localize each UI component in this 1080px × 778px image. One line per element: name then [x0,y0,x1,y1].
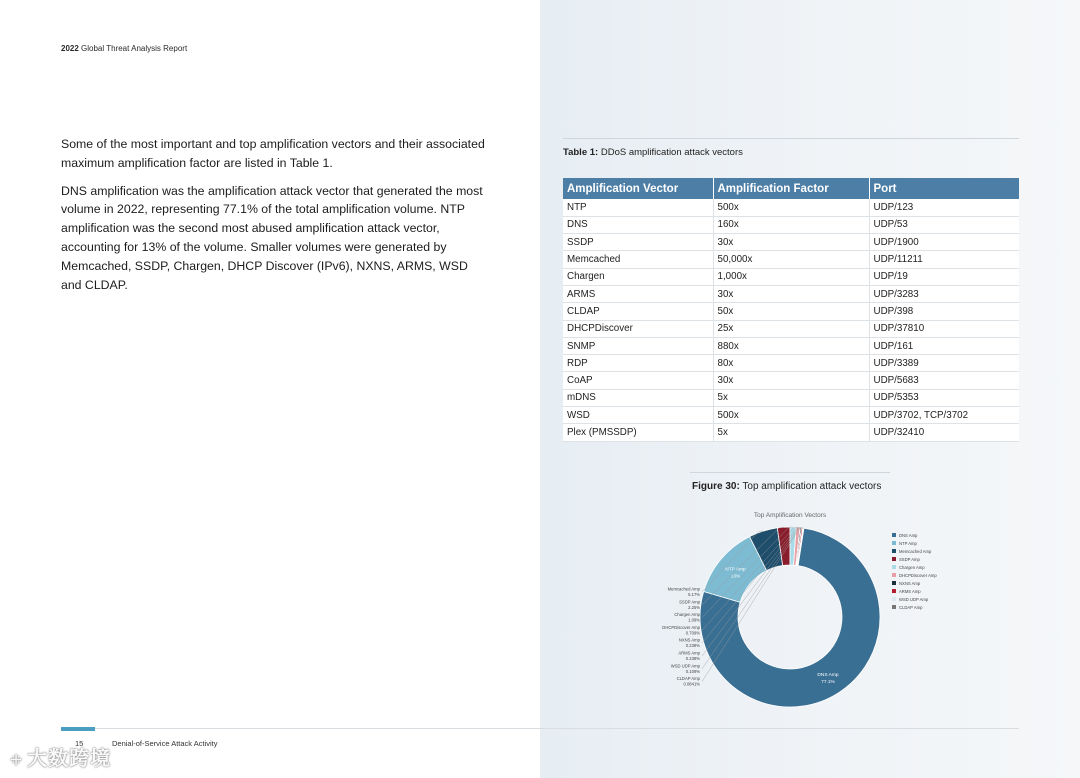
cell-port: UDP/3283 [869,285,1019,302]
slice-name-dns-amp: DNS Amp [817,672,839,678]
cell-vector: WSD [563,407,713,424]
cell-factor: 1,000x [713,268,869,285]
callout-name-chargen-amp: Chargen Amp [674,612,700,618]
donut-chart [640,505,970,710]
page-number: 15 [75,739,84,748]
cell-factor: 30x [713,372,869,389]
legend-label-dhcpdiscover-amp: DHCPDiscover Amp [899,572,937,578]
callout-value-arms-amp: 0.238% [685,656,700,661]
legend-swatch-wsd-udp-amp [892,597,896,601]
cell-port: UDP/5353 [869,389,1019,406]
cell-port: UDP/3389 [869,355,1019,372]
legend-label-chargen-amp: Chargen Amp [899,564,925,570]
cell-factor: 30x [713,285,869,302]
footer-section-name: Denial-of-Service Attack Activity [112,739,218,748]
figure-top-rule [690,472,890,473]
table-row [563,407,1019,424]
table-top-rule [563,138,1019,139]
table-row [563,372,1019,389]
cell-vector: CoAP [563,372,713,389]
cell-vector: Memcached [563,251,713,268]
legend-label-cldap-amp: CLDAP Amp [899,604,923,610]
table-row [563,268,1019,285]
cell-port: UDP/398 [869,303,1019,320]
cell-factor: 80x [713,355,869,372]
legend-label-arms-amp: ARMS Amp [899,588,921,594]
cell-port: UDP/19 [869,268,1019,285]
cell-vector: Plex (PMSSDP) [563,424,713,441]
cell-factor: 30x [713,234,869,251]
cell-port: UDP/37810 [869,320,1019,337]
legend-swatch-chargen-amp [892,565,896,569]
table-row [563,424,1019,441]
table-row [563,216,1019,233]
chart-legend [892,533,937,610]
legend-label-wsd-udp-amp: WSD UDP Amp [899,596,929,602]
callout-name-arms-amp: ARMS Amp [678,650,700,656]
legend-swatch-dns-amp [892,533,896,537]
callout-name-ssdp-amp: SSDP Amp [679,599,700,605]
table-row [563,303,1019,320]
legend-swatch-dhcpdiscover-amp [892,573,896,577]
slice-value-dns-amp: 77.1% [821,679,835,685]
intro-paragraph-2: DNS amplification was the amplification attack vector that generated the most volume in 2022, representing 77.1% of the total amplification volume. NTP amplification was the second most abused amplification attack vector, accounting for 13% of the volume. Smaller volumes were generated by Memcached, SSDP, Chargen, DHCP Discover (IPv6), NXNS, ARMS, WSD and CLDAP. [61,183,483,292]
report-year: 2022 [61,44,79,53]
cell-port: UDP/11211 [869,251,1019,268]
callout-name-memcached-amp: Memcached Amp [667,586,700,592]
amplification-vectors-table [563,178,1019,442]
watermark [10,742,111,771]
legend-label-dns-amp: DNS Amp [899,532,918,538]
table-row [563,251,1019,268]
legend-swatch-memcached-amp [892,549,896,553]
legend-swatch-arms-amp [892,589,896,593]
figure-caption [692,481,881,492]
cell-port: UDP/32410 [869,424,1019,441]
cell-vector: SSDP [563,234,713,251]
table-header-row [563,178,1019,199]
cell-vector: DHCPDiscover [563,320,713,337]
cell-vector: CLDAP [563,303,713,320]
watermark-text: 大数跨境 [27,748,112,770]
callout-value-chargen-amp: 1.09% [688,617,700,623]
callout-value-nxns-amp: 0.238% [685,643,700,649]
chart-title: Top Amplification Vectors [753,512,827,519]
table-row [563,337,1019,354]
cell-port: UDP/123 [869,199,1019,216]
cell-factor: 880x [713,337,869,354]
legend-swatch-ntp-amp [892,541,896,545]
report-title [61,44,187,53]
legend-label-ssdp-amp: SSDP Amp [899,556,920,562]
cell-vector: ARMS [563,285,713,302]
legend-label-memcached-amp: Memcached Amp [899,548,932,554]
callout-value-ssdp-amp: 2.25% [688,604,700,610]
cell-factor: 50,000x [713,251,869,268]
cell-factor: 160x [713,216,869,233]
slice-value-ntp-amp: 13% [730,574,741,580]
report-title-text: Global Threat Analysis Report [81,44,188,53]
slice-name-ntp-amp: NTP Amp [725,567,746,573]
table-row [563,320,1019,337]
cell-vector: DNS [563,216,713,233]
cell-factor: 5x [713,424,869,441]
table-row [563,199,1019,216]
intro-text [61,135,491,303]
figure-caption-text: Top amplification attack vectors [742,481,882,492]
intro-paragraph-1: Some of the most important and top amplification vectors and their associated maximum amplification factor are listed in Table 1. [61,137,485,170]
cell-factor: 25x [713,320,869,337]
callout-name-wsd-udp-amp: WSD UDP Amp [670,663,700,669]
callout-value-wsd-udp-amp: 0.109% [685,668,700,674]
cell-vector: RDP [563,355,713,372]
header-amplification-vector: Amplification Vector [563,178,713,199]
cell-vector: NTP [563,199,713,216]
cell-port: UDP/1900 [869,234,1019,251]
table-row [563,234,1019,251]
cell-port: UDP/53 [869,216,1019,233]
cell-port: UDP/161 [869,337,1019,354]
cell-port: UDP/3702, TCP/3702 [869,407,1019,424]
cell-factor: 500x [713,407,869,424]
legend-label-nxns-amp: NXNS Amp [899,580,921,586]
table-caption-label: Table 1: [563,147,599,158]
callout-value-cldap-amp: 0.0841% [683,681,700,687]
legend-swatch-cldap-amp [892,605,896,609]
cell-factor: 50x [713,303,869,320]
cell-factor: 500x [713,199,869,216]
table-caption [563,147,743,158]
footer-rule [95,728,1019,729]
table-row [563,389,1019,406]
header-port: Port [869,178,1019,199]
legend-swatch-ssdp-amp [892,557,896,561]
cell-vector: Chargen [563,268,713,285]
watermark-logo-icon: ꔰ [10,752,24,768]
figure-caption-label: Figure 30: [692,481,740,492]
cell-port: UDP/5683 [869,372,1019,389]
table-row [563,285,1019,302]
callout-value-dhcpdiscover-amp: 0.709% [685,630,700,636]
legend-swatch-nxns-amp [892,581,896,585]
callout-value-memcached-amp: 5.17% [688,592,700,597]
chart-slices [700,527,880,707]
callout-name-dhcpdiscover-amp: DHCPDiscover Amp [662,624,700,630]
legend-label-ntp-amp: NTP Amp [899,540,917,546]
cell-vector: SNMP [563,337,713,354]
cell-vector: mDNS [563,389,713,406]
footer-accent-bar [61,727,95,731]
callout-name-cldap-amp: CLDAP Amp [676,676,700,682]
header-amplification-factor: Amplification Factor [713,178,869,199]
table-caption-text: DDoS amplification attack vectors [600,147,743,158]
cell-factor: 5x [713,389,869,406]
table-row [563,355,1019,372]
callout-name-nxns-amp: NXNS Amp [678,637,700,643]
